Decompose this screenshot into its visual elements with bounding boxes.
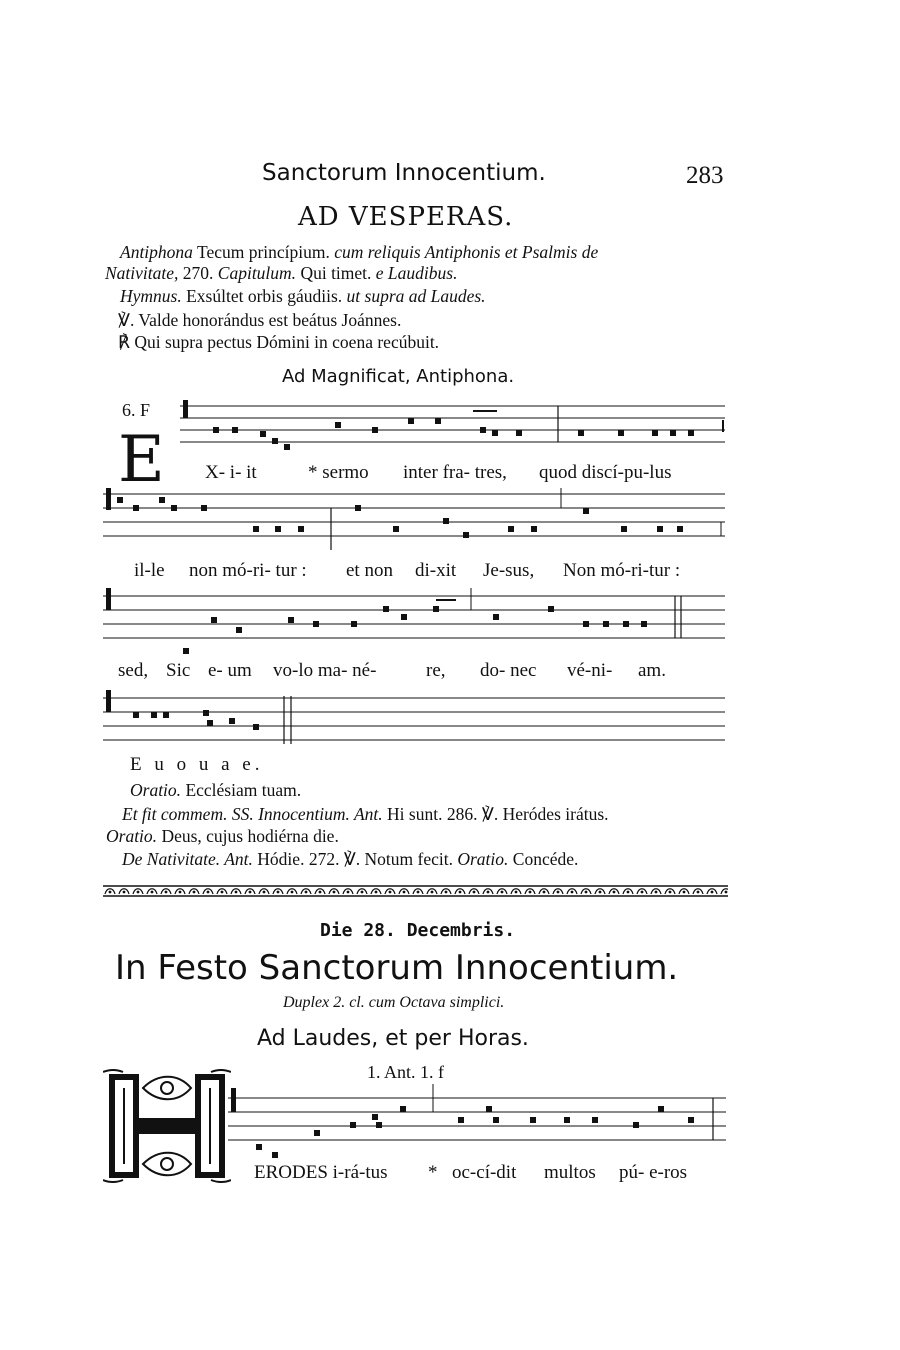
chant-initial-e: E	[118, 423, 165, 497]
oratio-line-2	[106, 826, 339, 847]
syllable-group: di-xit	[415, 560, 457, 581]
syllable-group: non mó-ri- tur :	[189, 560, 307, 581]
feast-rank: Duplex 2. cl. cum Octava simplici.	[283, 994, 505, 1011]
rubric-line-1	[120, 242, 598, 263]
oratio-line-1	[130, 780, 301, 801]
feast-title: In Festo Sanctorum Innocentium.	[115, 948, 679, 988]
nativitate-text: Hódie. 272. ℣. Notum fecit.	[257, 849, 453, 869]
euouae-text: E u o u a e.	[130, 754, 264, 775]
syllable-group: Non mó-ri-tur :	[563, 560, 681, 581]
nativitate-rubric: De Nativitate. Ant.	[122, 849, 253, 869]
antiphon-label: 1. Ant. 1. f	[367, 1062, 445, 1082]
syllable-group: *	[428, 1162, 438, 1183]
ornamental-border	[103, 884, 728, 898]
commemoration-rubric: Et fit commem. SS. Innocentium. Ant.	[122, 804, 383, 824]
syllable-group: inter fra- tres,	[403, 462, 507, 483]
oratio-label: Oratio.	[130, 780, 182, 800]
commemoration-text: Hi sunt. 286. ℣. Heródes irátus.	[387, 804, 609, 824]
euouae-staff	[103, 688, 728, 748]
page-ref: 270.	[182, 263, 214, 283]
feast-date: Die 28. Decembris.	[320, 920, 516, 941]
syllable-group: vé-ni-	[567, 660, 613, 681]
vespers-heading: AD VESPERAS.	[298, 202, 514, 232]
oratio-incipit: Deus, cujus hodiérna die.	[161, 826, 339, 846]
chant-staff-4	[228, 1084, 728, 1164]
rubric-note: cum reliquis Antiphonis et Psalmis de	[334, 242, 599, 262]
antiphona-incipit: Tecum princípium.	[196, 242, 330, 262]
chant-staff-2	[103, 488, 728, 550]
page-number: 283	[686, 162, 724, 189]
laudes-heading: Ad Laudes, et per Horas.	[257, 1026, 529, 1051]
oratio-incipit: Concéde.	[512, 849, 579, 869]
magnificat-caption: Ad Magnificat, Antiphona.	[282, 366, 515, 387]
capitulum-incipit: Qui timet.	[300, 263, 372, 283]
decorated-initial-h	[103, 1068, 231, 1184]
syllable-group: re,	[426, 660, 446, 681]
syllable-group: il-le	[134, 560, 165, 581]
antiphona-label: Antiphona	[120, 242, 193, 262]
oratio-incipit: Ecclésiam tuam.	[185, 780, 302, 800]
hymnus-note: ut supra ad Laudes.	[346, 286, 486, 306]
versicle: ℣. Valde honorándus est beátus Joánnes.	[118, 310, 402, 330]
response: ℟ Qui supra pectus Dómini in coena recúbuit.	[118, 332, 440, 352]
syllable-group: X- i- it	[205, 462, 257, 483]
nativitate-ref: Nativitate,	[105, 263, 179, 283]
syllable-group: Sic	[166, 660, 191, 681]
capitulum-label: Capitulum.	[217, 263, 297, 283]
rubric-line-3	[120, 286, 486, 307]
hymnus-label: Hymnus.	[120, 286, 182, 306]
chant-staff-3	[103, 584, 728, 662]
nativitate-line	[122, 849, 578, 870]
syllable-group: multos	[544, 1162, 596, 1183]
syllable-group: pú- e-ros	[619, 1162, 688, 1183]
syllable-group: sed,	[118, 660, 149, 681]
syllable-group: do- nec	[480, 660, 537, 681]
syllable-group: Je-sus,	[483, 560, 535, 581]
commemoration-line	[122, 804, 609, 825]
rubric-line-2	[105, 263, 457, 284]
syllable-group: vo-lo ma- né-	[273, 660, 377, 681]
syllable-group: ERODES i-rá-tus	[254, 1162, 388, 1183]
chant-staff-1	[180, 400, 730, 450]
laudibus-ref: e Laudibus.	[375, 263, 458, 283]
syllable-group: quod discí-pu-lus	[539, 462, 672, 483]
oratio-label: Oratio.	[106, 826, 158, 846]
syllable-group: oc-cí-dit	[452, 1162, 517, 1183]
syllable-group: e- um	[208, 660, 252, 681]
mode-label: 6. F	[122, 400, 151, 420]
hymnus-incipit: Exsúltet orbis gáudiis.	[186, 286, 343, 306]
syllable-group: et non	[346, 560, 393, 581]
oratio-label: Oratio.	[457, 849, 509, 869]
syllable-group: * sermo	[308, 462, 369, 483]
running-title: Sanctorum Innocentium.	[262, 160, 546, 186]
syllable-group: am.	[638, 660, 666, 681]
